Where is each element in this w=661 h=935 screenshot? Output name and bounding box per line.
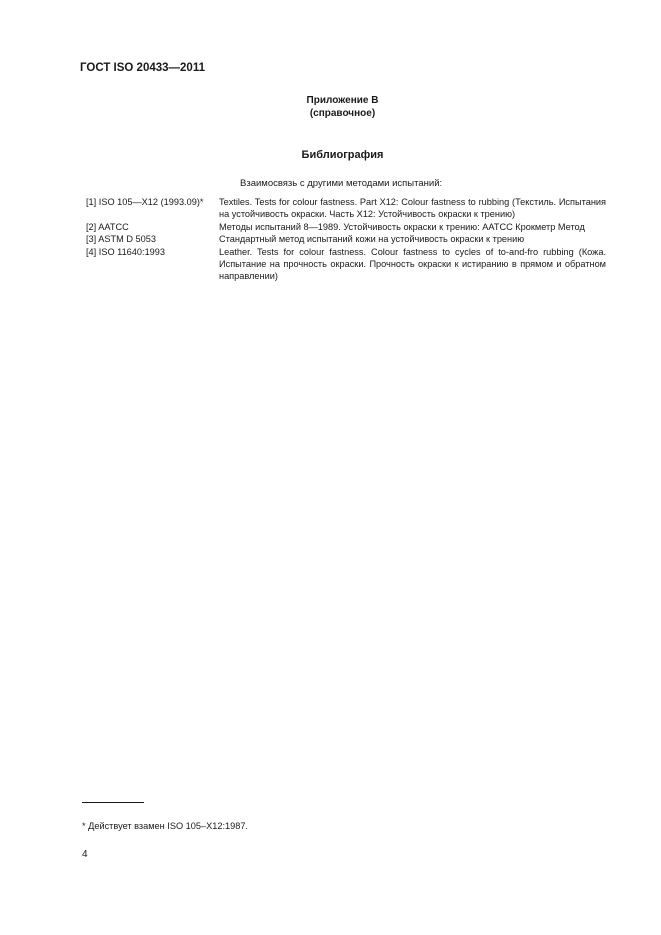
- annex-subtitle: (справочное): [309, 108, 376, 119]
- reference-code: [2] AATCC: [86, 221, 129, 232]
- document-header: ГОСТ ISO 20433—2011: [80, 62, 205, 74]
- reference-description: Методы испытаний 8—1989. Устойчивость окраски к трению: AATCC Крокметр Метод: [219, 221, 585, 232]
- footnote: * Действует взамен ISO 105–X12:1987.: [82, 821, 248, 831]
- reference-code: [1] ISO 105—X12 (1993.09)*: [86, 197, 204, 207]
- reference-item: [86, 246, 606, 283]
- reference-description: Leather. Tests for colour fastness. Colour fastness to cycles of to-and-fro rubbing (Кожа. Испытание на прочность окраски. Прочность окраски к истиранию в прямом и обратном направлении): [219, 246, 606, 282]
- page-number: 4: [82, 849, 88, 860]
- reference-item: [86, 196, 606, 221]
- reference-list: [86, 196, 606, 283]
- bibliography-title: Библиография: [301, 149, 384, 161]
- annex-title: Приложение В: [306, 95, 379, 106]
- reference-item: [86, 221, 606, 233]
- reference-description: Textiles. Tests for colour fastness. Part X12: Colour fastness to rubbing (Текстиль. Испытания на устойчивость окраски. Часть X12: Устойчивость окраски к трению): [219, 197, 606, 220]
- reference-code: [3] ASTM D 5053: [86, 234, 156, 245]
- footnote-divider: [82, 802, 144, 803]
- reference-code: [4] ISO 11640:1993: [86, 246, 166, 257]
- bibliography-intro: Взаимосвязь с другими методами испытаний:: [240, 178, 443, 189]
- reference-item: [86, 233, 606, 245]
- reference-description: Стандартный метод испытаний кожи на устойчивость окраски к трению: [219, 234, 525, 245]
